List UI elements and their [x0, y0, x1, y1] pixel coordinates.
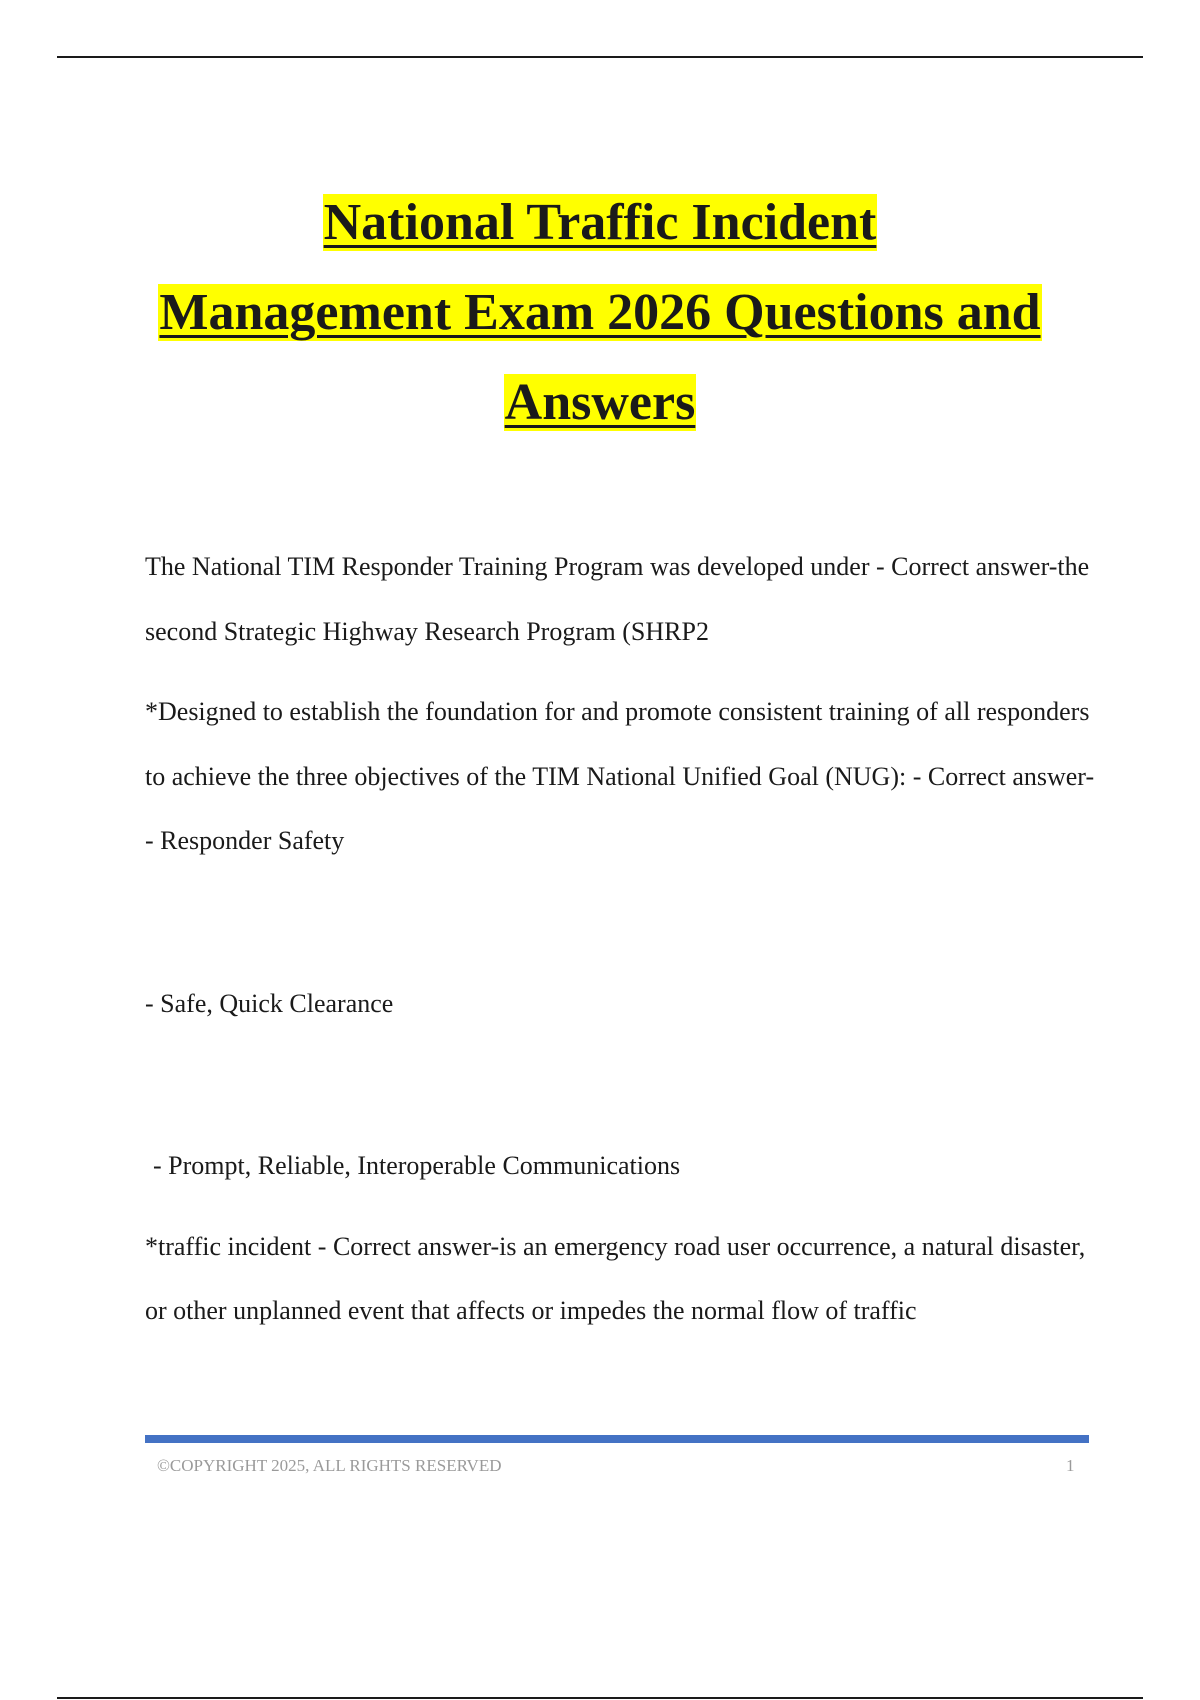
- paragraph-safe-quick-clearance: - Safe, Quick Clearance: [145, 988, 394, 1018]
- paragraph-traffic-incident: *traffic incident - Correct answer-is an emergency road user occurrence, a natural disaster, or other unplanned event that affects or impedes the normal flow of traffic: [145, 1231, 1086, 1325]
- paragraph-shrp2: The National TIM Responder Training Program was developed under - Correct answer-the second Strategic Highway Research Program (SHRP2: [145, 552, 1090, 646]
- title-line-1: [100, 178, 1100, 268]
- document-title: [100, 178, 1100, 448]
- title-line-3: [100, 358, 1100, 448]
- document-body: [145, 535, 1100, 1360]
- title-line-3-text: Answers: [504, 374, 696, 431]
- title-line-2: [100, 268, 1100, 358]
- top-page-rule: [57, 56, 1143, 58]
- footer-bar: [145, 1435, 1089, 1443]
- title-line-1-text: National Traffic Incident: [323, 194, 877, 251]
- blank-space: [145, 1036, 1100, 1134]
- title-line-2-text: Management Exam 2026 Questions and: [159, 284, 1041, 341]
- footer-page-number: 1: [1066, 1456, 1075, 1475]
- footer-copyright: ©COPYRIGHT 2025, ALL RIGHTS RESERVED: [157, 1456, 502, 1475]
- paragraph-nug-objectives: *Designed to establish the foundation for and promote consistent training of all responders to achieve the three objectives of the TIM National Unified Goal (NUG): - Correct answer-- Responder Safety: [145, 697, 1095, 855]
- bottom-page-rule: [57, 1697, 1143, 1699]
- paragraph-communications: - Prompt, Reliable, Interoperable Communications: [153, 1151, 681, 1180]
- blank-space: [145, 874, 1100, 972]
